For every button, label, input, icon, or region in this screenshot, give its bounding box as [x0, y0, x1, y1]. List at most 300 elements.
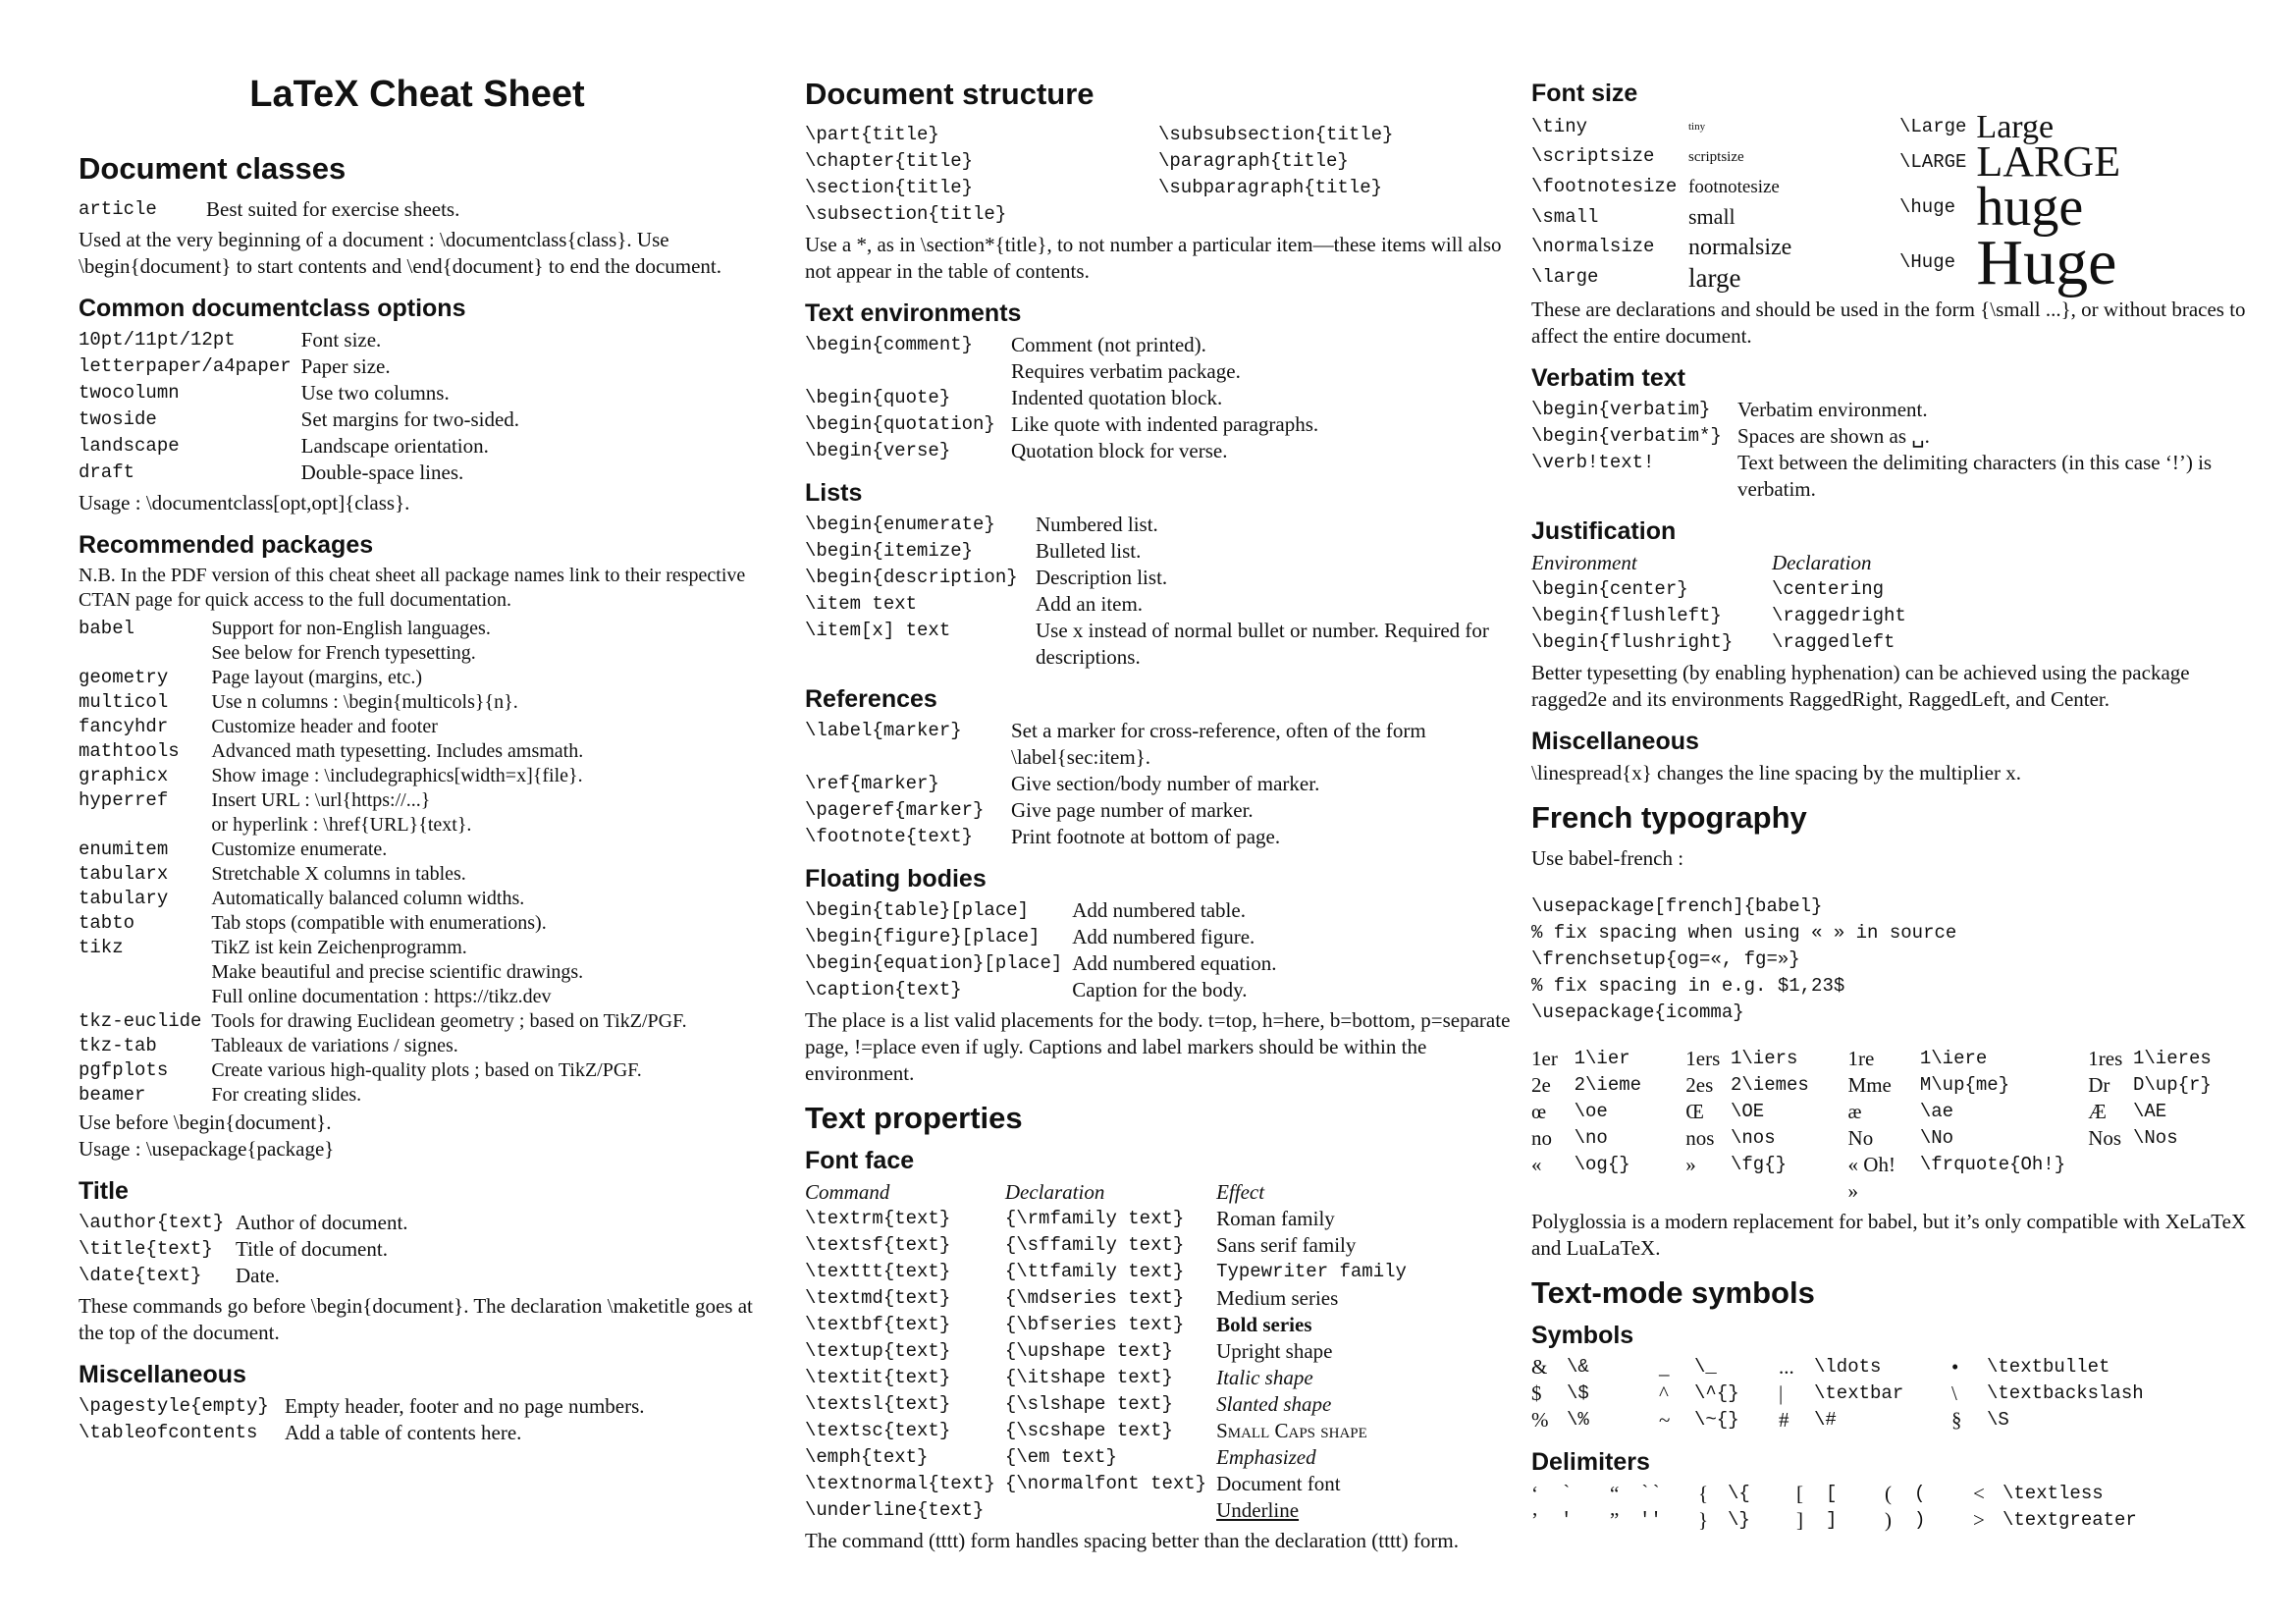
grid-cell: Mme: [1847, 1073, 1892, 1097]
table-row: [1531, 576, 1916, 603]
font-face-heading: Font face: [805, 1147, 915, 1174]
row-description: Author of document.: [236, 1211, 408, 1234]
table-row: [79, 838, 697, 862]
table-row: [79, 1420, 655, 1446]
row-description: Comment (not printed).: [1011, 333, 1206, 356]
lists-heading: Lists: [805, 479, 863, 507]
table-row: [1531, 262, 1899, 293]
row-description: Numbered list.: [1036, 513, 1158, 536]
table-row: [805, 1391, 1416, 1418]
grid-cell: \OE: [1730, 1101, 1765, 1122]
grid-cell: >: [1973, 1508, 1985, 1532]
grid-cell: 2\iemes: [1730, 1074, 1809, 1096]
table-row: [1531, 202, 1899, 233]
table-row: [805, 1497, 1416, 1524]
size-sample: scriptsize: [1688, 148, 1744, 165]
table-row: [1531, 629, 1916, 656]
table-row: [79, 1210, 418, 1236]
text-env-table: [805, 332, 1328, 464]
title-note: These commands go before \begin{document}. The declaration \maketitle goes at the top of the document.: [79, 1294, 753, 1344]
row-description: Page layout (margins, etc.): [211, 667, 422, 688]
grid-cell: Nos: [2088, 1126, 2122, 1150]
env-command: \begin{center}: [1531, 578, 1688, 600]
misc2-note: \linespread{x} changes the line spacing by the multiplier x.: [1531, 761, 2021, 785]
grid-cell: ’: [1531, 1508, 1538, 1532]
grid-cell: “: [1610, 1482, 1620, 1505]
table-row: [1531, 1380, 2193, 1407]
font-effect: Roman family: [1216, 1207, 1335, 1230]
table-row: [805, 1444, 1416, 1471]
table-row: [1531, 1125, 2258, 1152]
font-effect: Slanted shape: [1216, 1392, 1332, 1416]
row-description: Caption for the body.: [1072, 978, 1248, 1001]
row-command: tikz: [79, 937, 124, 958]
table-row: [1531, 1046, 2258, 1072]
table-row: [79, 960, 697, 985]
justification-heading: Justification: [1531, 517, 1677, 545]
row-command: \begin{enumerate}: [805, 514, 995, 535]
misc1-heading: Miscellaneous: [79, 1361, 246, 1388]
table-row: [1531, 450, 2258, 503]
table-row: [79, 1393, 655, 1420]
table-row: [79, 911, 697, 936]
grid-cell: 1\iers: [1730, 1048, 1798, 1069]
size-command: \Large: [1899, 116, 1967, 137]
grid-cell: %: [1531, 1408, 1549, 1432]
grid-cell: D\up{r}: [2132, 1074, 2212, 1096]
grid-cell: ': [1561, 1509, 1573, 1531]
table-row: [79, 1263, 418, 1289]
code-line: % fix spacing in e.g. $1,23$: [1531, 975, 1845, 997]
doc-structure-right: [1158, 122, 1393, 228]
row-description: TikZ ist kein Zeichenprogramm.: [211, 937, 467, 958]
row-command: [805, 358, 1011, 385]
font-size-heading: Font size: [1531, 80, 1638, 107]
size-command: \scriptsize: [1531, 145, 1655, 168]
grid-cell: [: [1826, 1483, 1838, 1504]
size-sample: Large: [1976, 109, 2055, 145]
size-command: \Huge: [1899, 251, 1956, 273]
references-heading: References: [805, 685, 937, 713]
row-description: Give page number of marker.: [1011, 798, 1254, 822]
row-description: Verbatim environment.: [1737, 398, 1928, 421]
packages-note: N.B. In the PDF version of this cheat sheet all package names link to their respective CTAN page for quick access to the full documentation.: [79, 565, 746, 611]
row-command: \label{marker}: [805, 720, 962, 741]
row-command: \begin{verse}: [805, 440, 951, 461]
table-row: [805, 977, 1286, 1003]
grid-cell: \: [1951, 1381, 1957, 1405]
grid-cell: {: [1698, 1482, 1709, 1505]
grid-cell: $: [1531, 1381, 1542, 1405]
size-sample: Huge: [1976, 227, 2117, 298]
row-command: \begin{verbatim*}: [1531, 425, 1722, 447]
grid-cell: No: [1847, 1126, 1874, 1150]
column-header: Effect: [1216, 1180, 1265, 1204]
grid-cell: \%: [1567, 1409, 1589, 1431]
row-description: Customize header and footer: [211, 716, 438, 737]
grid-cell: &: [1531, 1355, 1548, 1379]
grid-cell: \~{}: [1694, 1409, 1739, 1431]
class-name: article: [79, 198, 157, 220]
row-description: Spaces are shown as ␣.: [1737, 424, 1930, 448]
row-command: letterpaper/a4paper: [79, 355, 292, 377]
font-declaration: {\normalfont text}: [1004, 1473, 1207, 1494]
table-row: [79, 380, 529, 406]
table-row: [1531, 1407, 2193, 1434]
row-description: Customize enumerate.: [211, 839, 388, 860]
font-declaration: {\rmfamily text}: [1004, 1208, 1185, 1229]
french-code: [1531, 893, 2258, 1026]
font-command: \texttt{text}: [805, 1261, 951, 1282]
packages-footer2: Usage : \usepackage{package}: [79, 1137, 335, 1161]
doc-structure-left: [805, 122, 1158, 228]
table-row: [79, 690, 697, 715]
structure-command: \subparagraph{title}: [1158, 177, 1383, 198]
table-row: [79, 739, 697, 764]
table-row: [79, 1236, 418, 1263]
size-sample: tiny: [1688, 121, 1706, 134]
row-description: Double-space lines.: [300, 460, 464, 484]
grid-cell: 2es: [1685, 1073, 1714, 1097]
grid-cell: 1\iere: [1919, 1048, 1988, 1069]
grid-cell: \oe: [1574, 1101, 1608, 1122]
font-command: \textsc{text}: [805, 1420, 951, 1441]
font-effect: Small Caps shape: [1216, 1419, 1367, 1442]
row-command: \footnote{text}: [805, 826, 974, 847]
row-description: Font size.: [300, 328, 382, 352]
grid-cell: \AE: [2132, 1101, 2167, 1122]
row-description: Use x instead of normal bullet or number. Required for descriptions.: [1036, 619, 1489, 669]
table-row: [79, 1034, 697, 1058]
row-command: \tableofcontents: [79, 1422, 258, 1443]
grid-cell: ”: [1610, 1508, 1620, 1532]
table-row: [805, 565, 1512, 591]
table-row: [79, 985, 697, 1009]
column-header: Declaration: [1004, 1180, 1105, 1204]
row-command: [79, 641, 211, 666]
delimiters-table: [1531, 1481, 2189, 1534]
row-command: \pageref{marker}: [805, 799, 985, 821]
table-row: [79, 887, 697, 911]
row-command: \item text: [805, 593, 918, 615]
structure-command: \chapter{title}: [805, 150, 974, 172]
font-declaration: {\ttfamily text}: [1004, 1261, 1185, 1282]
row-command: twoside: [79, 408, 157, 430]
font-declaration: {\bfseries text}: [1004, 1314, 1185, 1335]
font-declaration: {\em text}: [1004, 1446, 1117, 1468]
table-row: [1531, 1072, 2258, 1099]
size-command: \huge: [1899, 195, 1956, 218]
grid-cell: •: [1951, 1355, 1959, 1379]
symbols-table: [1531, 1354, 2193, 1434]
env-command: \begin{flushright}: [1531, 631, 1734, 653]
font-declaration: {\scshape text}: [1004, 1420, 1173, 1441]
title-heading: Title: [79, 1177, 129, 1205]
font-effect: Document font: [1216, 1472, 1341, 1495]
grid-cell: #: [1779, 1408, 1789, 1432]
grid-cell: nos: [1685, 1126, 1715, 1150]
table-row: [79, 666, 697, 690]
row-description: For creating slides.: [211, 1084, 362, 1106]
grid-cell: 1ers: [1685, 1047, 1721, 1070]
row-command: \verb!text!: [1531, 452, 1655, 473]
table-row: [805, 358, 1328, 385]
font-declaration: {\itshape text}: [1004, 1367, 1173, 1388]
table-row: [805, 950, 1286, 977]
grid-cell: \textgreater: [2002, 1509, 2137, 1531]
font-effect: Italic shape: [1216, 1366, 1313, 1389]
font-declaration: [1005, 1497, 1216, 1524]
symbols-heading: Symbols: [1531, 1322, 1634, 1349]
table-row: [805, 1285, 1416, 1312]
size-sample: large: [1688, 262, 1741, 293]
row-command: tabulary: [79, 888, 169, 909]
decl-command: \raggedleft: [1772, 631, 1896, 653]
references-table: [805, 718, 1512, 850]
row-command: \begin{comment}: [805, 334, 974, 355]
row-command: tkz-tab: [79, 1035, 157, 1056]
row-command: mathtools: [79, 740, 180, 762]
table-row: [805, 385, 1328, 411]
grid-cell: no: [1531, 1126, 1552, 1150]
table-row: [79, 641, 697, 666]
grid-cell: \No: [1919, 1127, 1954, 1149]
verbatim-heading: Verbatim text: [1531, 364, 1686, 392]
packages-footer1: Use before \begin{document}.: [79, 1110, 332, 1134]
font-command: \textmd{text}: [805, 1287, 951, 1309]
dc-options-table: [79, 327, 529, 486]
text-env-heading: Text environments: [805, 299, 1022, 327]
grid-cell: \fg{}: [1730, 1154, 1787, 1175]
font-size-right: [1899, 109, 2130, 298]
class-desc: Best suited for exercise sheets.: [206, 197, 460, 221]
row-description: Quotation block for verse.: [1011, 439, 1228, 462]
lists-table: [805, 512, 1512, 671]
grid-cell: ]: [1796, 1508, 1803, 1532]
table-row: [805, 797, 1512, 824]
table-header-row: [1531, 550, 1916, 576]
table-row: [805, 897, 1286, 924]
table-row: [1531, 1481, 2189, 1507]
grid-cell: \^{}: [1694, 1382, 1739, 1404]
row-description: Automatically balanced column widths.: [211, 888, 525, 909]
packages-table: [79, 617, 697, 1108]
table-row: [805, 1206, 1416, 1232]
french-heading: French typography: [1531, 800, 1807, 835]
row-command: \begin{figure}[place]: [805, 926, 1041, 947]
grid-cell: ]: [1826, 1509, 1838, 1531]
size-command: \large: [1531, 266, 1599, 289]
table-row: [1899, 233, 2130, 293]
table-row: [1531, 423, 2258, 450]
grid-cell: \textbullet: [1987, 1356, 2110, 1378]
structure-command: \subsubsection{title}: [1158, 124, 1394, 145]
font-face-note: The command (tttt) form handles spacing better than the declaration (tttt) form.: [805, 1529, 1459, 1552]
floating-table: [805, 897, 1286, 1003]
row-description: Like quote with indented paragraphs.: [1011, 412, 1319, 436]
font-command: \underline{text}: [805, 1499, 985, 1521]
grid-cell: « Oh! »: [1847, 1153, 1896, 1203]
grid-cell: Æ: [2088, 1100, 2107, 1123]
row-command: \begin{verbatim}: [1531, 399, 1711, 420]
row-command: \begin{itemize}: [805, 540, 974, 562]
grid-cell: (: [1885, 1482, 1892, 1505]
doc-structure-lists: [805, 122, 1512, 228]
row-command: 10pt/11pt/12pt: [79, 329, 236, 351]
row-description: Advanced math typesetting. Includes amsmath.: [211, 740, 584, 762]
table-row: [79, 406, 529, 433]
row-description: Create various high-quality plots ; based on TikZ/PGF.: [211, 1059, 642, 1081]
grid-cell: '': [1639, 1509, 1662, 1531]
font-command: \textup{text}: [805, 1340, 951, 1362]
font-face-table: [805, 1179, 1416, 1524]
table-row: [79, 327, 529, 353]
table-row: [79, 936, 697, 960]
table-row: [805, 618, 1512, 671]
grid-cell: 2\ieme: [1574, 1074, 1642, 1096]
row-description: Text between the delimiting characters (in this case ‘!’) is verbatim.: [1737, 451, 2213, 501]
column-header: Environment: [1531, 551, 1637, 574]
misc2-heading: Miscellaneous: [1531, 728, 1699, 755]
grid-cell: 1re: [1847, 1047, 1875, 1070]
row-command: tkz-euclide: [79, 1010, 202, 1032]
table-row: [805, 824, 1512, 850]
row-description: Add numbered figure.: [1072, 925, 1255, 948]
grid-cell: œ: [1531, 1100, 1547, 1123]
grid-cell: \textless: [2002, 1483, 2104, 1504]
env-command: \begin{flushleft}: [1531, 605, 1722, 626]
french-intro: Use babel-french :: [1531, 846, 1684, 870]
row-description: Add numbered equation.: [1072, 951, 1277, 975]
table-row: [79, 1058, 697, 1083]
grid-cell: \#: [1814, 1409, 1837, 1431]
row-description: Empty header, footer and no page numbers.: [285, 1394, 645, 1418]
table-row: [1531, 1099, 2258, 1125]
grid-cell: \ae: [1919, 1101, 1954, 1122]
row-description: Title of document.: [236, 1237, 388, 1261]
code-line: \frenchsetup{og=«, fg=»}: [1531, 948, 1800, 970]
misc1-table: [79, 1393, 655, 1446]
page-title: LaTeX Cheat Sheet: [249, 74, 585, 115]
grid-cell: æ: [1847, 1100, 1862, 1123]
table-row: [1531, 172, 1899, 202]
grid-cell: \S: [1987, 1409, 2009, 1431]
size-sample: small: [1688, 204, 1735, 230]
column-header: Declaration: [1772, 551, 1872, 574]
code-line: % fix spacing when using « » in source: [1531, 922, 1957, 944]
structure-command: \paragraph{title}: [1158, 150, 1349, 172]
row-command: geometry: [79, 667, 169, 688]
row-command: hyperref: [79, 789, 169, 811]
grid-cell: ‘: [1531, 1482, 1538, 1505]
code-line: \usepackage[french]{babel}: [1531, 895, 1823, 917]
grid-cell: \&: [1567, 1356, 1589, 1378]
font-effect: Bold series: [1216, 1313, 1312, 1336]
grid-cell: `: [1561, 1483, 1573, 1504]
row-command: landscape: [79, 435, 180, 457]
table-row: [1531, 397, 2258, 423]
row-description: or hyperlink : \href{URL}{text}.: [211, 814, 472, 836]
table-row: [79, 433, 529, 460]
row-description: Tab stops (compatible with enumerations).: [211, 912, 547, 934]
structure-command: \subsection{title}: [805, 203, 1007, 225]
grid-cell: «: [1531, 1153, 1542, 1176]
floating-heading: Floating bodies: [805, 865, 987, 893]
size-command: \normalsize: [1531, 236, 1655, 258]
row-description: Support for non-English languages.: [211, 618, 491, 639]
grid-cell: 1res: [2088, 1047, 2123, 1070]
table-row: [805, 771, 1512, 797]
row-description: Paper size.: [300, 354, 391, 378]
dc-options-heading: Common documentclass options: [79, 295, 466, 322]
font-declaration: {\sffamily text}: [1004, 1234, 1185, 1256]
size-sample: huge: [1976, 177, 2084, 238]
grid-cell: ): [1885, 1508, 1892, 1532]
font-size-block: [1531, 109, 2258, 298]
table-row: [805, 512, 1512, 538]
column-header: Command: [805, 1180, 890, 1204]
doc-structure-note: Use a *, as in \section*{title}, to not number a particular item—these items will also not appear in the table of contents.: [805, 233, 1502, 283]
grid-cell: \no: [1574, 1127, 1608, 1149]
font-effect: Sans serif family: [1216, 1233, 1357, 1257]
row-command: tabto: [79, 912, 135, 934]
size-command: \LARGE: [1899, 150, 1967, 173]
justification-note: Better typesetting (by enabling hyphenation) can be achieved using the package ragged2e and its environments RaggedRight, RaggedLeft, and Center.: [1531, 661, 2190, 711]
column-2: [805, 65, 1512, 1558]
row-command: \begin{quotation}: [805, 413, 995, 435]
table-row: [1531, 233, 1899, 263]
grid-cell: \}: [1728, 1509, 1750, 1531]
row-command: babel: [79, 618, 135, 639]
row-description: Add numbered table.: [1072, 898, 1246, 922]
row-command: tabularx: [79, 863, 169, 885]
french-table: [1531, 1046, 2258, 1205]
grid-cell: §: [1951, 1408, 1962, 1432]
grid-cell: \ldots: [1814, 1356, 1882, 1378]
grid-cell: »: [1685, 1153, 1696, 1176]
table-row: [79, 715, 697, 739]
font-effect: Emphasized: [1216, 1445, 1316, 1469]
grid-cell: [2133, 1152, 2258, 1205]
table-row: [1531, 1507, 2189, 1534]
verbatim-table: [1531, 397, 2258, 503]
row-command: \title{text}: [79, 1238, 213, 1260]
table-row: [805, 1365, 1416, 1391]
row-description: Insert URL : \url{https://...}: [211, 789, 431, 811]
table-row: [805, 1418, 1416, 1444]
table-row: [1899, 182, 2130, 233]
row-command: [79, 813, 211, 838]
column-1: [79, 65, 756, 1446]
row-command: beamer: [79, 1084, 146, 1106]
french-note: Polyglossia is a modern replacement for babel, but it’s only compatible with XeLaTeX and LuaLaTeX.: [1531, 1210, 2247, 1260]
row-command: \date{text}: [79, 1265, 202, 1286]
size-command: \footnotesize: [1531, 176, 1678, 198]
row-command: \pagestyle{empty}: [79, 1395, 269, 1417]
size-command: \tiny: [1531, 115, 1588, 137]
font-command: \textsl{text}: [805, 1393, 951, 1415]
table-row: [805, 591, 1512, 618]
grid-cell: ...: [1779, 1355, 1794, 1379]
row-description: Full online documentation : https://tikz.dev: [211, 986, 552, 1007]
justification-table: [1531, 550, 1916, 656]
table-row: [805, 718, 1512, 771]
grid-cell: ^: [1659, 1381, 1669, 1405]
row-description: Tableaux de variations / signes.: [211, 1035, 458, 1056]
row-command: multicol: [79, 691, 169, 713]
font-declaration: {\mdseries text}: [1004, 1287, 1185, 1309]
grid-cell: Œ: [1685, 1100, 1704, 1123]
